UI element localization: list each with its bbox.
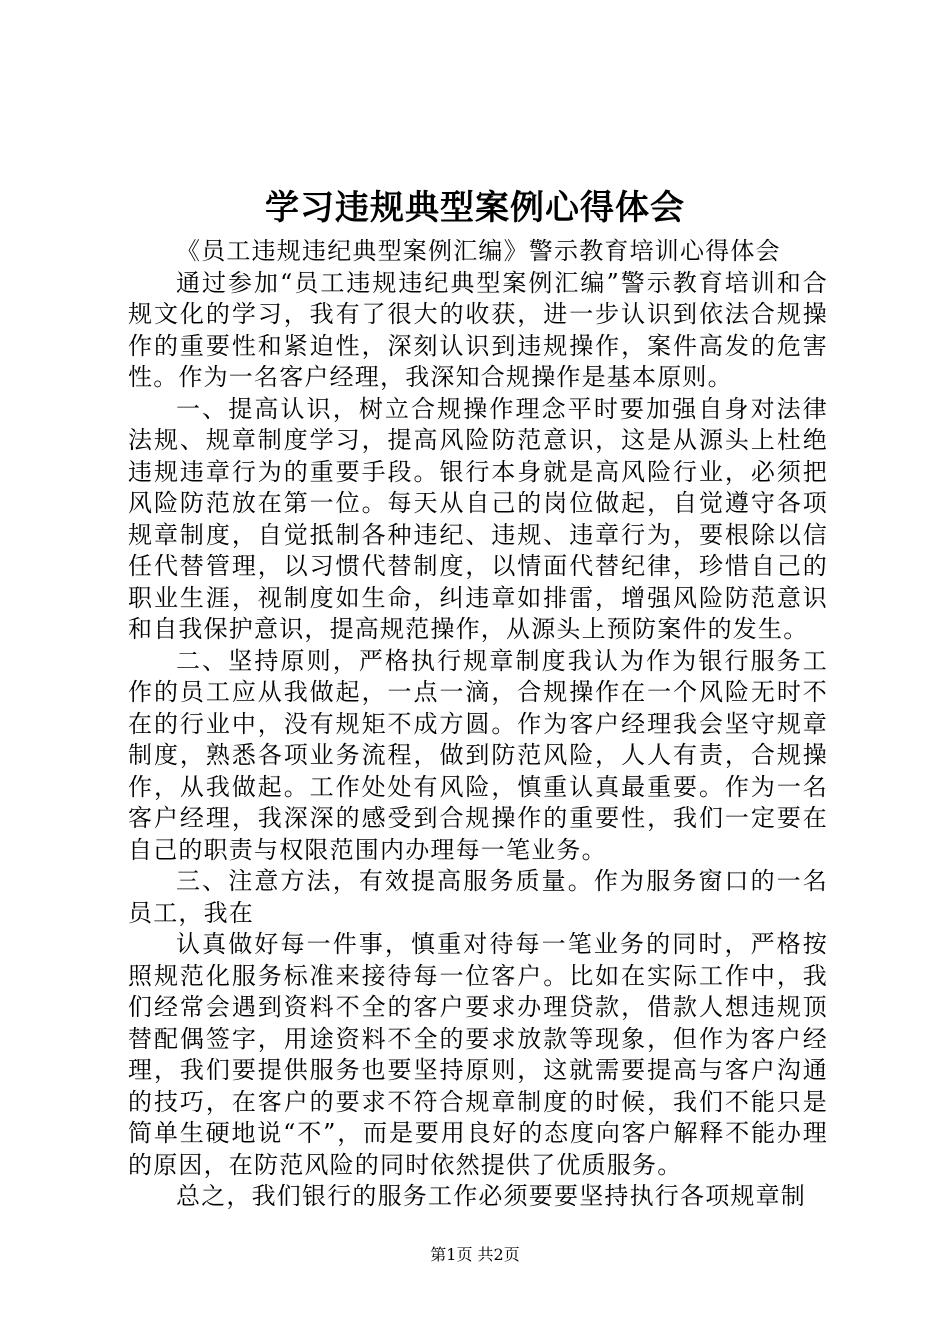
- paragraph-section-3: 三、注意方法，有效提高服务质量。作为服务窗口的一名员工，我在: [128, 867, 828, 927]
- paragraph-section-1: 一、提高认识，树立合规操作理念平时要加强自身对法律法规、规章制度学习，提高风险防范意识，这是从源头上杜绝违规违章行为的重要手段。银行本身就是高风险行业，必须把风险防范放在第一位。每天从自己的岗位做起，自觉遵守各项规章制度，自觉抵制各种违纪、违规、违章行为，要根除以信任代替管理，以习惯代替制度，以情面代替纪律，珍惜自己的职业生涯，视制度如生命，纠违章如排雷，增强风险防范意识和自我保护意识，提高规范操作，从源头上预防案件的发生。: [128, 394, 828, 643]
- document-body: [128, 236, 828, 1213]
- page-footer: 第1页 共2页: [430, 1245, 520, 1264]
- document-subtitle: 《员工违规违纪典型案例汇编》警示教育培训心得体会: [176, 237, 781, 265]
- paragraph-section-2: 二、坚持原则，严格执行规章制度我认为作为银行服务工作的员工应从我做起，一点一滴，合规操作在一个风险无时不在的行业中，没有规矩不成方圆。作为客户经理我会坚守规章制度，熟悉各项业务流程，做到防范风险，人人有责，合规操作，从我做起。工作处处有风险，慎重认真最重要。作为一名客户经理，我深深的感受到合规操作的重要性，我们一定要在自己的职责与权限范围内办理每一笔业务。: [128, 646, 828, 864]
- paragraph-intro: 通过参加“员工违规违纪典型案例汇编”警示教育培训和合规文化的学习，我有了很大的收获，进一步认识到依法合规操作的重要性和紧迫性，深刻认识到违规操作，案件高发的危害性。作为一名客户经理，我深知合规操作是基本原则。: [128, 268, 828, 391]
- document-title: 学习违规典型案例心得体会: [265, 188, 685, 228]
- paragraph-section-3-cont: 认真做好每一件事，慎重对待每一笔业务的同时，严格按照规范化服务标准来接待每一位客户。比如在实际工作中，我们经常会遇到资料不全的客户要求办理贷款，借款人想违规顶替配偶签字，用途资料不全的要求放款等现象，但作为客户经理，我们要提供服务也要坚持原则，这就需要提高与客户沟通的技巧，在客户的要求不符合规章制度的时候，我们不能只是简单生硬地说“不”，而是要用良好的态度向客户解释不能办理的原因，在防范风险的同时依然提供了优质服务。: [128, 930, 828, 1179]
- paragraph-conclusion: 总之，我们银行的服务工作必须要要坚持执行各项规章制: [176, 1182, 806, 1210]
